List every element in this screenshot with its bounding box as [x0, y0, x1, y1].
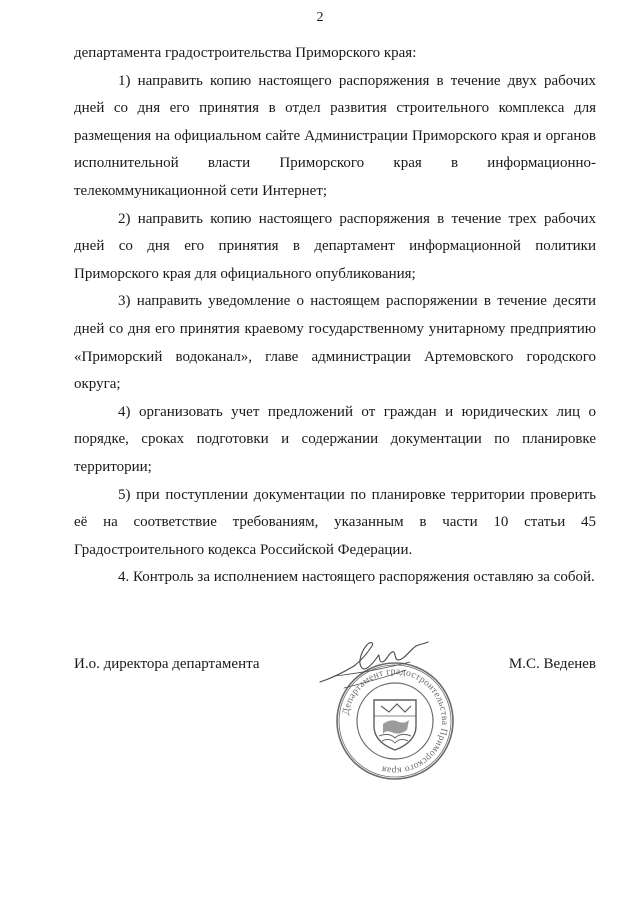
paragraph-item-2: 2) направить копию настоящего распоряжения в течение трех рабочих дней со дня его принятия в департамент информационной политики Приморского края для официального опубликования; [74, 210, 596, 282]
handwritten-signature [314, 632, 434, 702]
paragraph-item-3: 3) направить уведомление о настоящем распоряжении в течение десяти дней со дня его принятия краевому государственному унитарному предприятию «Приморский водоканал», главе администрации Артемовского городского округа; [74, 293, 596, 393]
paragraph-continuation: департамента градостроительства Приморского края: [74, 45, 417, 61]
stamp-circular-text: Департамент градостроительства Приморского края [340, 665, 451, 777]
coat-of-arms-emblem [374, 700, 416, 750]
page-number: 2 [316, 10, 324, 25]
paragraph-item-5: 5) при поступлении документации по планировке территории проверить её на соответствие требованиям, указанным в части 10 статьи 45 Градостроительного кодекса Российской Федерации. [74, 486, 596, 558]
signatory-title: И.о. директора департамента [74, 656, 260, 672]
signatory-name: М.С. Веденев [508, 656, 596, 672]
document-body [74, 40, 596, 592]
paragraph-clause-4: 4. Контроль за исполнением настоящего распоряжения оставляю за собой. [118, 569, 595, 586]
paragraph-item-1: 1) направить копию настоящего распоряжения в течение двух рабочих дней со дня его принятия в отдел развития строительного комплекса для размещения на официальном сайте Администрации Приморского края и органов исполнительной власти Приморского края в информационно-телекоммуникационной сети Интернет; [74, 72, 596, 199]
paragraph-item-4: 4) организовать учет предложений от граждан и юридических лиц о порядке, сроках подготовки и содержании документации по планировке территории; [74, 403, 596, 475]
